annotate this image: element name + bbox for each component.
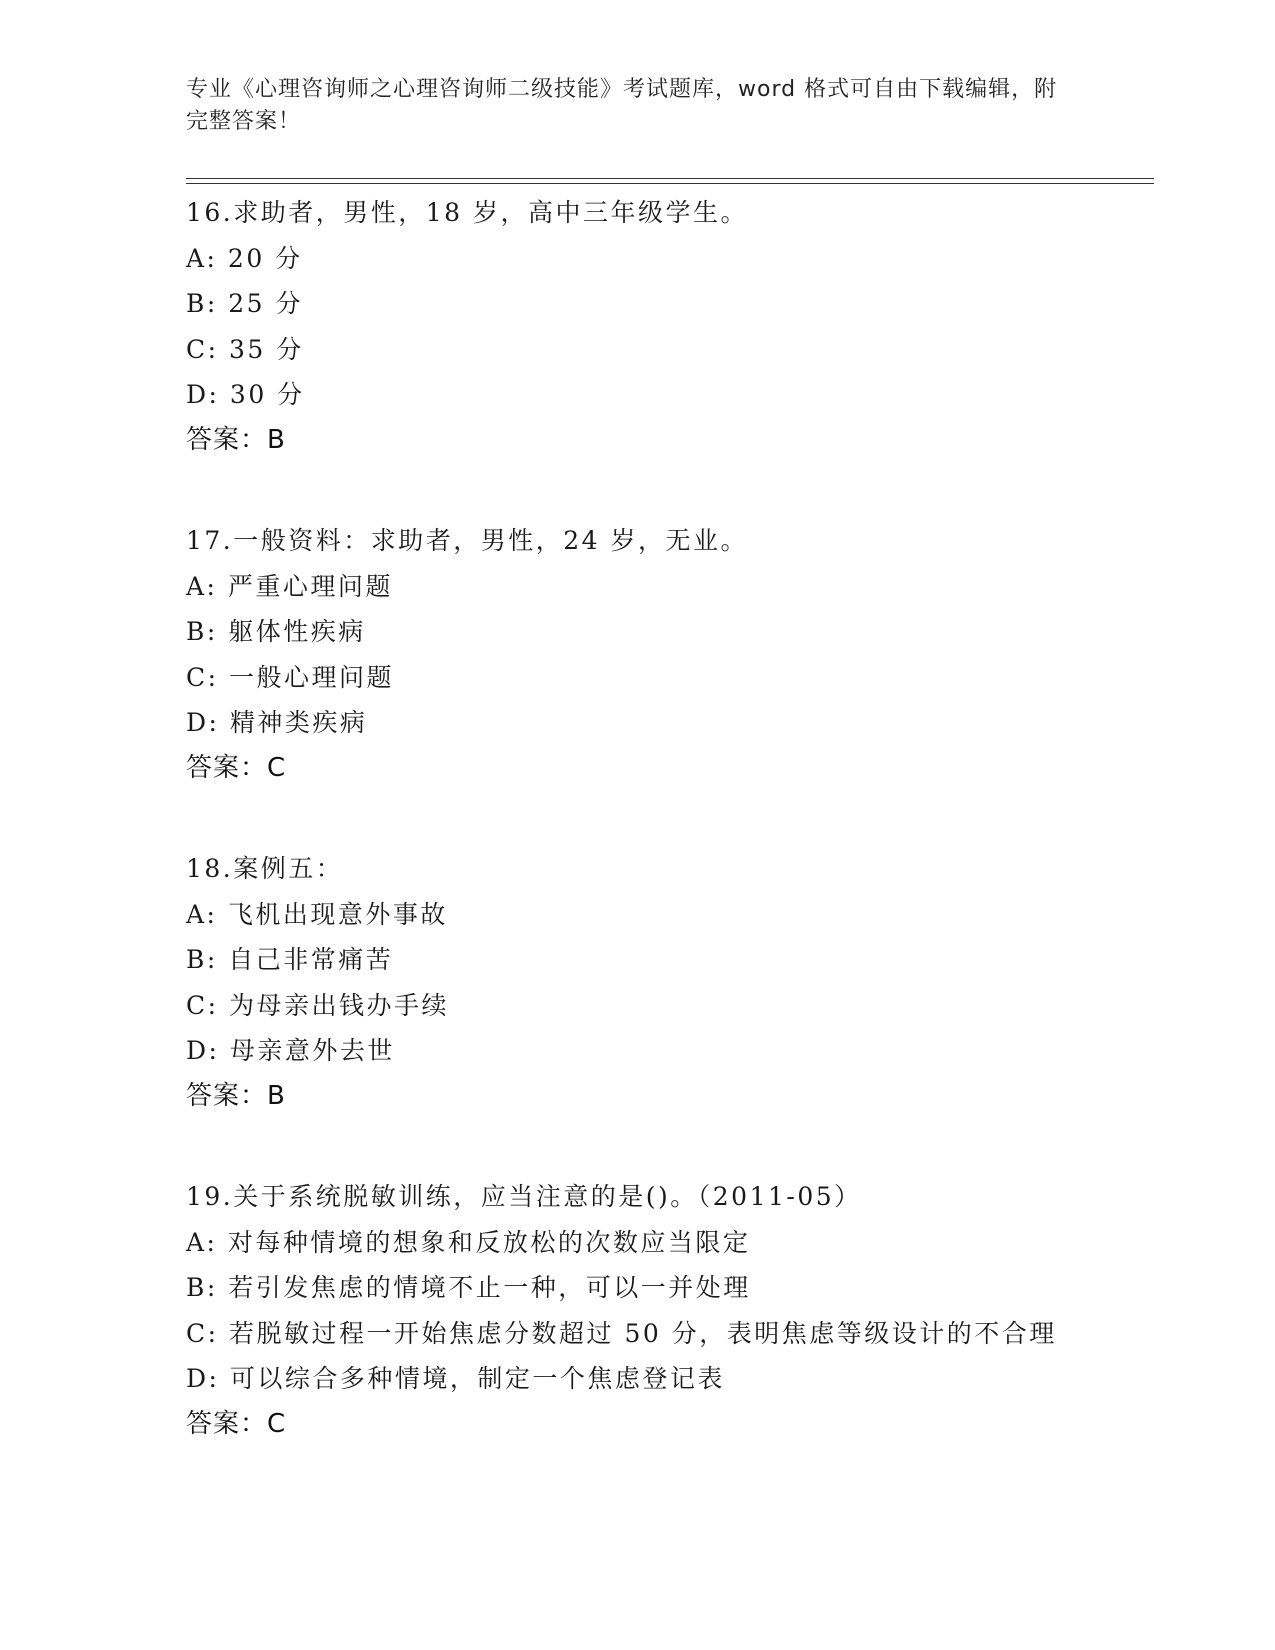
option-a: A: 对每种情境的想象和反放松的次数应当限定 <box>186 1227 751 1257</box>
option-c: C: 35 分 <box>186 334 304 364</box>
header-divider-bottom <box>186 183 1154 184</box>
option-c: C: 为母亲出钱办手续 <box>186 990 449 1020</box>
option-a: A: 飞机出现意外事故 <box>186 899 448 929</box>
option-b: B: 25 分 <box>186 289 303 318</box>
question-stem: 18.案例五： <box>186 854 344 883</box>
option-b: B: 躯体性疾病 <box>186 617 366 646</box>
header-divider-top <box>186 178 1154 179</box>
option-c: C: 一般心理问题 <box>186 662 394 692</box>
option-a: A: 严重心理问题 <box>186 571 393 601</box>
option-d: D: 可以综合多种情境，制定一个焦虑登记表 <box>186 1364 725 1393</box>
answer-line: 答案：C <box>186 1408 287 1439</box>
option-b: B: 若引发焦虑的情境不止一种，可以一并处理 <box>186 1273 751 1302</box>
option-c: C: 若脱敏过程一开始焦虑分数超过 50 分，表明焦虑等级设计的不合理 <box>186 1318 1057 1348</box>
option-d: D: 精神类疾病 <box>186 708 368 737</box>
option-d: D: 母亲意外去世 <box>186 1036 395 1065</box>
question-18 <box>186 846 1086 1119</box>
option-d: D: 30 分 <box>186 380 305 409</box>
answer-line: 答案：B <box>186 1080 286 1111</box>
option-a: A: 20 分 <box>186 243 303 273</box>
option-b: B: 自己非常痛苦 <box>186 945 394 974</box>
question-list <box>186 190 1086 1502</box>
answer-line: 答案：C <box>186 752 287 783</box>
question-19 <box>186 1174 1086 1447</box>
question-16 <box>186 190 1086 463</box>
answer-line: 答案：B <box>186 424 286 455</box>
document-header: 专业《心理咨询师之心理咨询师二级技能》考试题库，word 格式可自由下载编辑，附完整答案！ <box>186 77 1058 134</box>
question-stem: 16.求助者，男性，18 岁，高中三年级学生。 <box>186 198 749 227</box>
question-stem: 17.一般资料：求助者，男性，24 岁，无业。 <box>186 526 749 555</box>
question-17 <box>186 518 1086 791</box>
question-stem: 19.关于系统脱敏训练，应当注意的是()。（2011-05） <box>186 1182 862 1211</box>
